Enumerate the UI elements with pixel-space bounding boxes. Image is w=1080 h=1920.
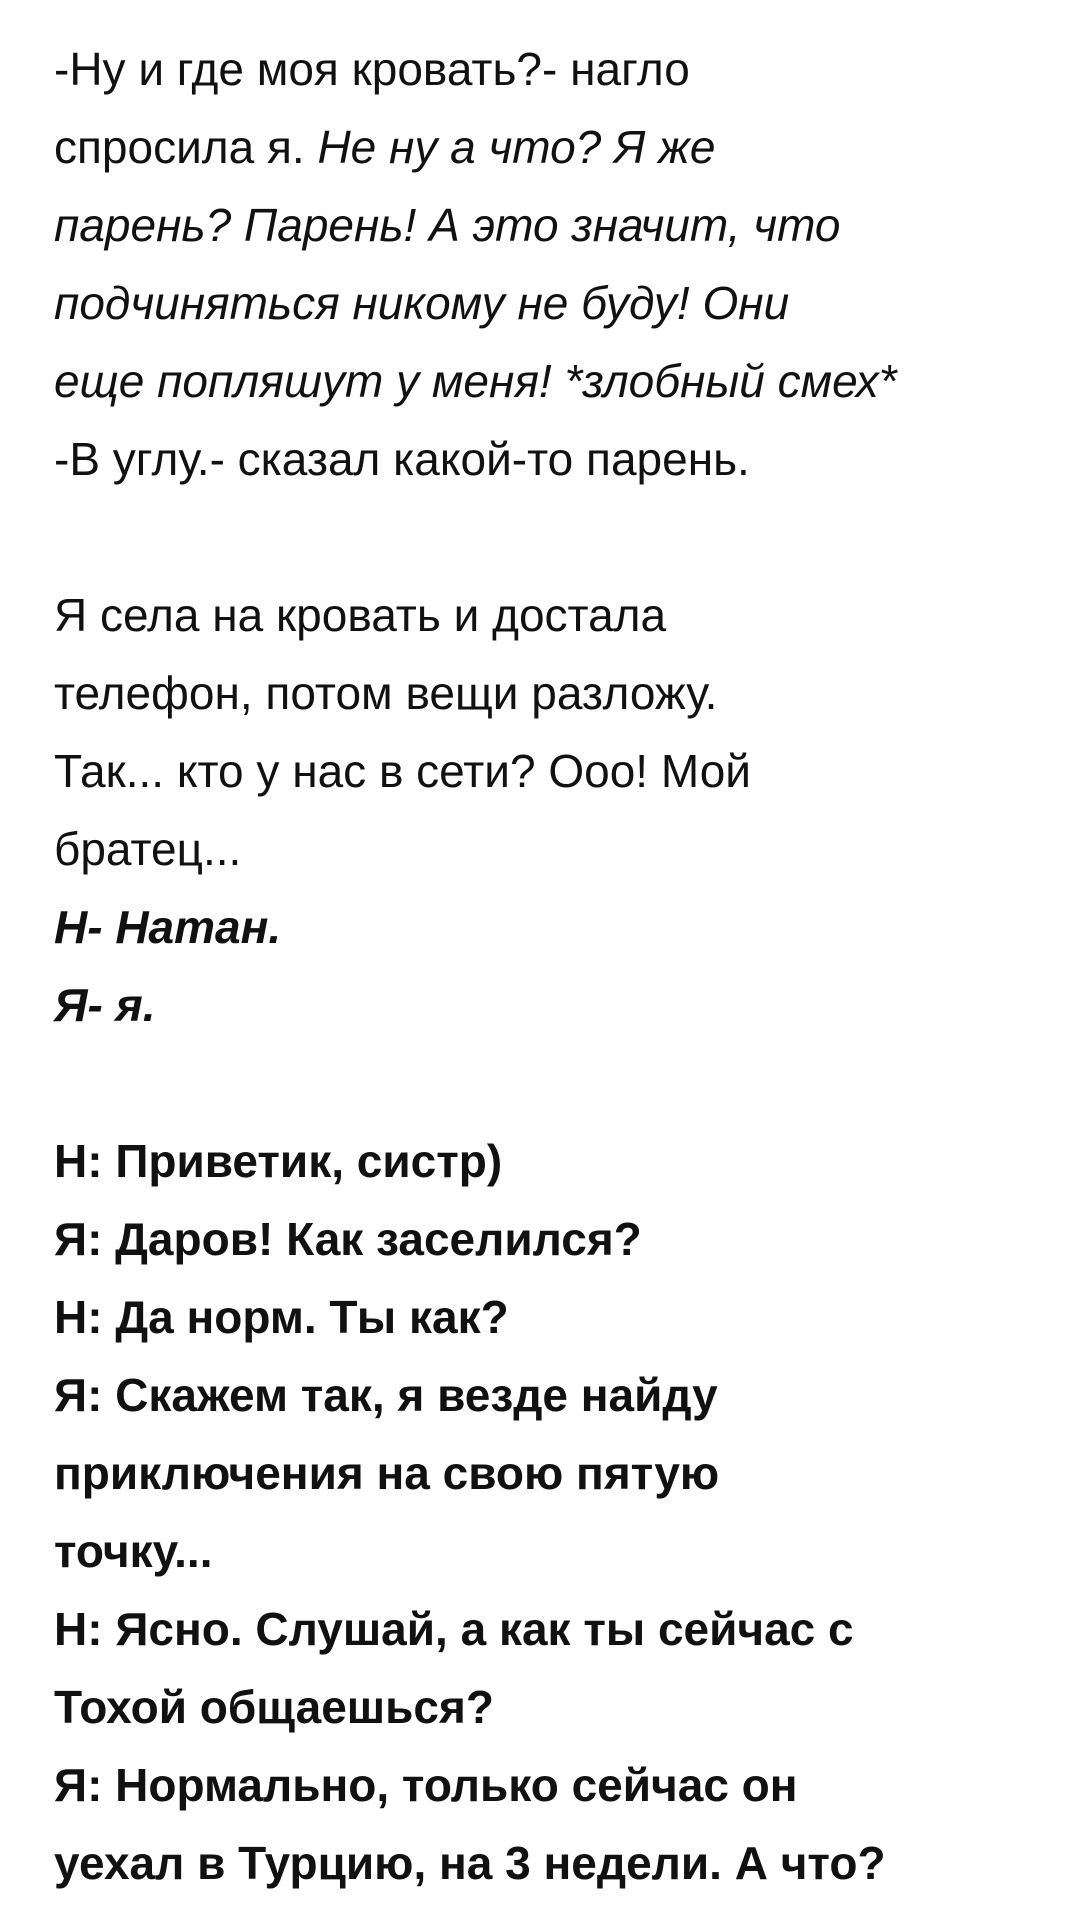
text-italic: Не ну а что? Я же: [317, 121, 716, 173]
text-line: -В углу.- сказал какой-то парень.: [54, 433, 750, 485]
chat-line: Н: Да норм. Ты как?: [54, 1291, 509, 1343]
paragraph-spacer: [54, 1044, 1040, 1122]
paragraph-spacer: [54, 498, 1040, 576]
chat-line: уехал в Турцию, на 3 недели. А что?: [54, 1837, 886, 1889]
legend-line: Я- я.: [54, 979, 156, 1031]
chat-line: точку...: [54, 1525, 213, 1577]
text-line: -Ну и где моя кровать?- нагло: [54, 43, 690, 95]
text-plain: спросила я.: [54, 121, 318, 173]
chat-line: Н: Приветик, систр): [54, 1135, 503, 1187]
legend-line: Н- Натан.: [54, 901, 282, 953]
chat-line: Я: Даров! Как заселился?: [54, 1213, 642, 1265]
text-line: Так... кто у нас в сети? Ооо! Мой: [54, 745, 751, 797]
chat-line: приключения на свою пятую: [54, 1447, 720, 1499]
text-line: братец...: [54, 823, 242, 875]
text-line-italic: еще попляшут у меня! *злобный смех*: [54, 355, 897, 407]
chat-legend: [54, 888, 1040, 1044]
chat-line: Я: Скажем так, я везде найду: [54, 1369, 718, 1421]
text-line: телефон, потом вещи разложу.: [54, 667, 718, 719]
text-line-italic: подчиняться никому не буду! Они: [54, 277, 790, 329]
narrative-paragraph-2: [54, 576, 1040, 888]
narrative-paragraph-1: [54, 30, 1040, 498]
text-line: [54, 108, 1040, 186]
text-line-italic: парень? Парень! А это значит, что: [54, 199, 841, 251]
chat-dialogue: [54, 1122, 1040, 1902]
chat-line: Тохой общаешься?: [54, 1681, 494, 1733]
chat-line: Я: Нормально, только сейчас он: [54, 1759, 798, 1811]
chat-line: Н: Ясно. Слушай, а как ты сейчас с: [54, 1603, 854, 1655]
text-line: Я села на кровать и достала: [54, 589, 667, 641]
